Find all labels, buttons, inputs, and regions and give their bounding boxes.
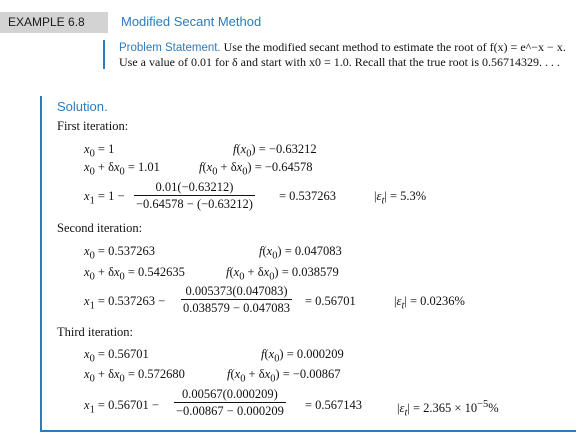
- iteration-3-heading: Third iteration:: [57, 325, 134, 339]
- iteration-1-x0-plus-dx: $x_0 + \delta x_0 = 1.01$: [84, 160, 160, 178]
- iteration-2-heading: Second iteration:: [57, 221, 143, 235]
- iteration-1-x1: $x_1 = 1$ −: [84, 189, 125, 207]
- iteration-1-f-x0-plus-dx: $f(x_0 + \delta x_0) = -0.64578$: [199, 160, 313, 178]
- iteration-2-x1-result: = 0.56701: [305, 294, 356, 308]
- solution-title: Solution.: [57, 99, 108, 114]
- iteration-2-f-x0: $f(x_0) = 0.047083$: [259, 244, 342, 262]
- iteration-1-heading: First iteration:: [57, 119, 129, 133]
- example-header: [0, 0, 586, 38]
- iteration-1-f-x0: $f(x_0) = -0.63212$: [233, 142, 317, 160]
- iteration-3-denominator: −0.00867 − 0.000209: [176, 404, 284, 418]
- iteration-1-error: $|\varepsilon_t| = 5.3\%$: [374, 189, 427, 207]
- iteration-3-f-x0: $f(x_0) = 0.000209$: [261, 347, 344, 365]
- iteration-2-denominator: 0.038579 − 0.047083: [183, 301, 291, 315]
- iteration-3-fraction: [174, 387, 286, 418]
- problem-statement: [103, 40, 575, 69]
- iteration-1-fraction: [134, 180, 255, 211]
- iteration-3-x0-plus-dx: $x_0 + \delta x_0 = 0.572680$: [84, 367, 185, 385]
- iteration-2-error: $|\varepsilon_t| = 0.0236\%$: [394, 294, 465, 312]
- iteration-3-x0: $x_0 = 0.56701$: [84, 347, 149, 365]
- iteration-3-f-x0-plus-dx: $f(x_0 + \delta x_0) = -0.00867$: [227, 367, 341, 385]
- iteration-3-numerator: 0.00567(0.000209): [182, 387, 278, 401]
- example-title: Modified Secant Method: [121, 14, 262, 29]
- iteration-2-f-x0-plus-dx: $f(x_0 + \delta x_0) = 0.038579$: [226, 265, 339, 283]
- iteration-3-error: $|\varepsilon_t| = 2.365 \times 10^{-5}\%$: [397, 399, 499, 419]
- iteration-2-fraction: [181, 284, 292, 315]
- iteration-1-numerator: 0.01(−0.63212): [155, 180, 234, 194]
- iteration-1-x0: $x_0 = 1$: [84, 142, 115, 160]
- iteration-2-x0: $x_0 = 0.537263$: [84, 244, 155, 262]
- iteration-2-x0-plus-dx: $x_0 + \delta x_0 = 0.542635$: [84, 265, 185, 283]
- iteration-1-denominator: −0.64578 − (−0.63212): [136, 197, 253, 211]
- problem-text: Use the modified secant method to estimate the root of f(x) = e^−x − x. Use a value of 0.01 for δ and start with x0 = 1.0. Recall that the true root is 0.56714329. . . .: [119, 40, 566, 69]
- iteration-2-numerator: 0.005373(0.047083): [185, 284, 288, 298]
- iteration-1-x1-result: = 0.537263: [279, 189, 337, 203]
- example-label: EXAMPLE 6.8: [0, 12, 108, 33]
- iteration-3-x1-result: = 0.567143: [305, 398, 363, 412]
- problem-lead: Problem Statement.: [119, 42, 221, 54]
- iteration-2-x1: $x_1 = 0.537263$ −: [84, 294, 166, 312]
- iteration-3-x1: $x_1 = 0.56701$ −: [84, 398, 159, 416]
